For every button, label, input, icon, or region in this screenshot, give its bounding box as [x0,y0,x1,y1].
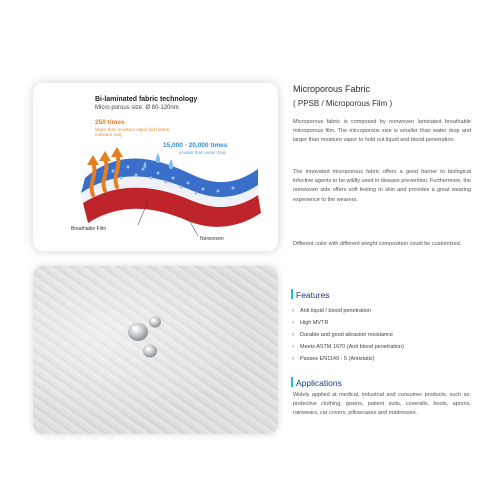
drop-text: smaller than water drop [179,150,227,155]
chevron-right-icon: › [292,320,294,326]
chevron-right-icon: › [292,344,294,350]
chevron-right-icon: › [292,332,294,338]
diagram-title: Bi-laminated fabric technology [95,96,198,103]
applications-heading: Applications [291,377,342,388]
feature-item: › Anti liquid / blood penetration [292,305,404,317]
feature-item: › Durable and good abrasion resistance [292,329,404,341]
accent-bar [291,289,293,299]
diagram-subtitle: Micro porous size: Ø 80-120nm [95,105,179,111]
product-customization: Different color with different weight composition could be customized. [293,241,462,247]
accent-bar [291,377,293,387]
label-nonwoven: Nonwoven [200,236,224,242]
fabric-diagram-card [33,83,278,251]
chevron-right-icon: › [292,308,294,314]
vapor-text: larger than moisture vapor (let heat & moisture out) [95,127,170,137]
product-benefits: The innovated microporous fabric offers a good barrier to biological infective agents to be wildly used in disease prevention. Furthermore, the nonwoven side offers soft feeling to skin and provides a great wearing experience to the wearers. [293,169,471,203]
water-droplets-image [33,266,278,434]
product-description: Microporous fabric is composed by nonwoven laminated breathable microporous film. The microporous size is smaller than water drop and larger than moisture vapor to hold out liquid and blood penetration. [293,119,471,144]
feature-item: › High MVTR [292,317,404,329]
features-list [292,305,404,365]
vapor-heading: 250 times [95,119,125,126]
label-breathable-film: Breathable Film [71,226,107,232]
product-title: Microporous Fabric [293,84,371,94]
product-subtitle: ( PPSB / Microporous Film ) [293,99,393,108]
fabric-photo [33,266,278,434]
features-heading: Features [291,289,330,300]
chevron-right-icon: › [292,356,294,362]
feature-item: › Meets ASTM 1670 (Anti blood penetration) [292,341,404,353]
applications-text: Widely applied at medical, industrial and consumer products, such as: protective clothing, gowns, patient suits, coveralls, boots, aprons, rainwears, car covers, pillowcases and mattresses. [293,392,471,417]
drop-heading: 15,000 - 20,000 times [163,142,228,149]
feature-item: › Passes EN1149 - 5 (Antistatic) [292,353,404,365]
